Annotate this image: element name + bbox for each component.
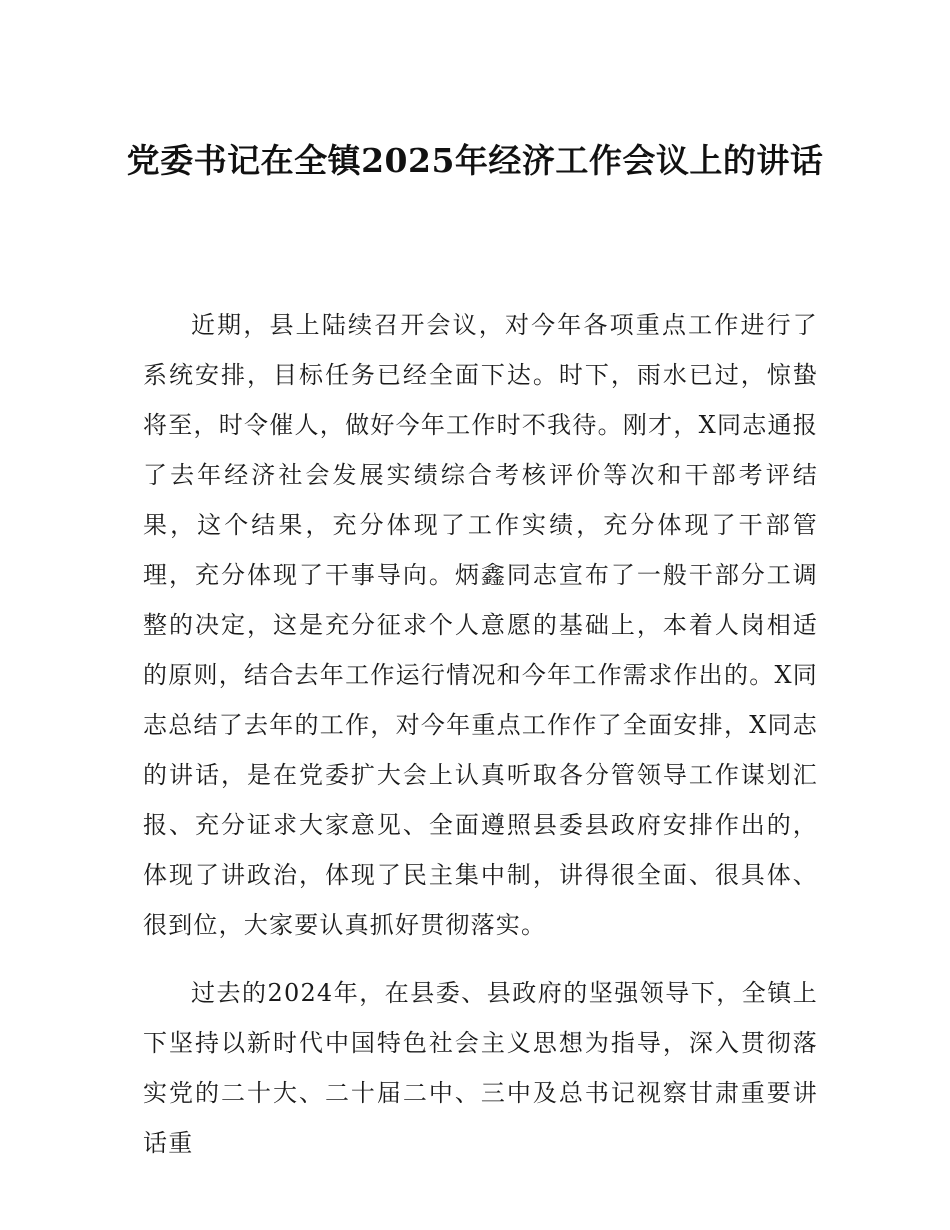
paragraph-2: 过去的2024年，在县委、县政府的坚强领导下，全镇上下坚持以新时代中国特色社会主义思想为指导，深入贯彻落实党的二十大、二十届二中、三中及总书记视察甘肃重要讲话重 — [143, 979, 818, 1157]
document-title: 党委书记在全镇2025年经济工作会议上的讲话 — [126, 141, 824, 181]
document-body — [143, 300, 818, 1168]
paragraph-1: 近期，县上陆续召开会议，对今年各项重点工作进行了系统安排，目标任务已经全面下达。时下，雨水已过，惊蛰将至，时令催人，做好今年工作时不我待。刚才，X同志通报了去年经济社会发展实绩综合考核评价等次和干部考评结果，这个结果，充分体现了工作实绩，充分体现了干部管理，充分体现了干事导向。炳鑫同志宣布了一般干部分工调整的决定，这是充分征求个人意愿的基础上，本着人岗相适的原则，结合去年工作运行情况和今年工作需求作出的。X同志总结了去年的工作，对今年重点工作作了全面安排，X同志的讲话，是在党委扩大会上认真听取各分管领导工作谋划汇报、充分证求大家意见、全面遵照县委县政府安排作出的，体现了讲政治，体现了民主集中制，讲得很全面、很具体、很到位，大家要认真抓好贯彻落实。 — [143, 311, 818, 939]
